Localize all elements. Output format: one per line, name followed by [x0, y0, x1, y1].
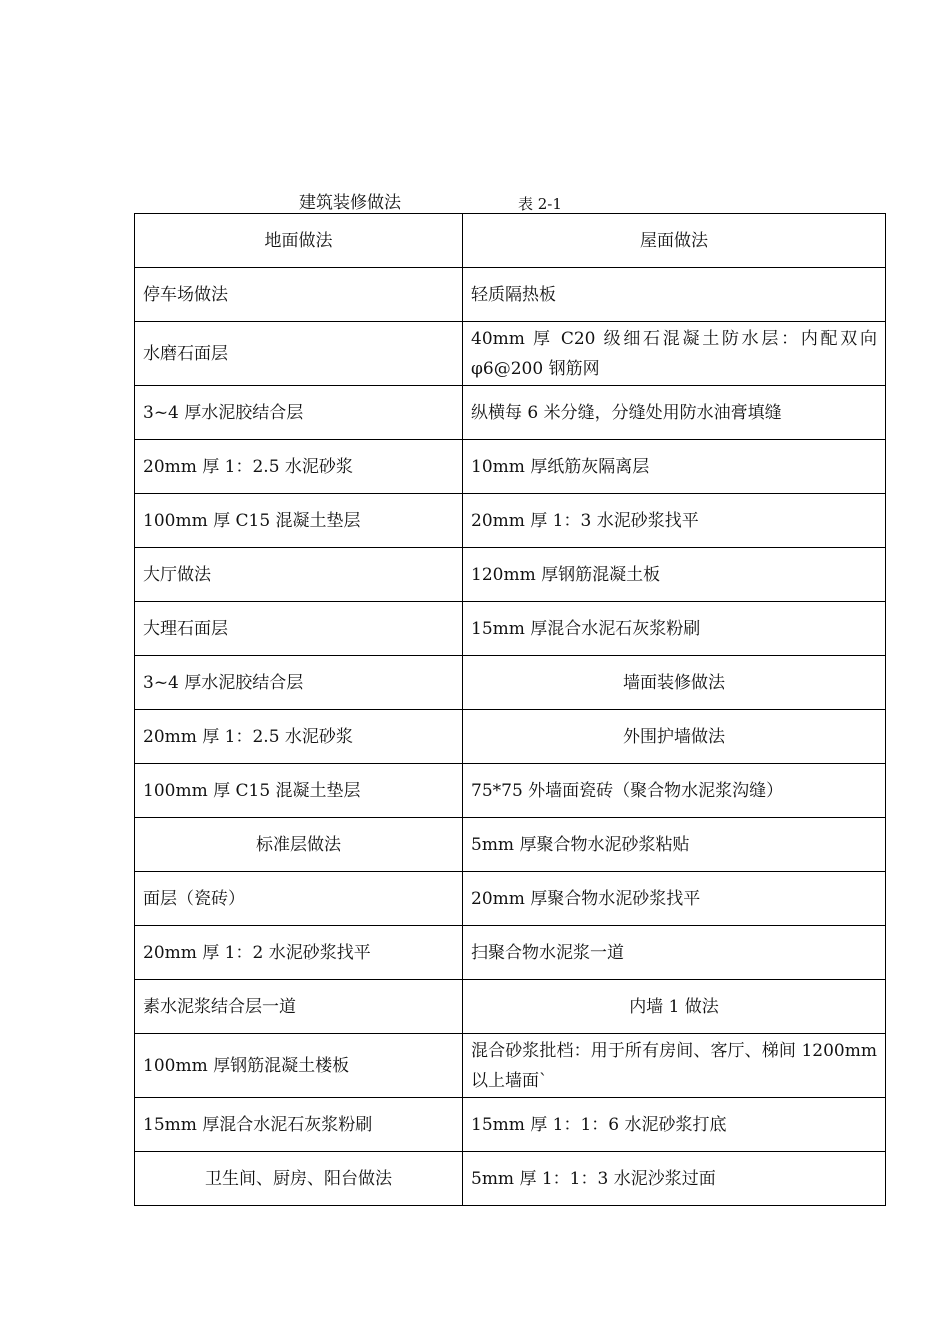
table-cell-right: 5mm 厚 1：1：3 水泥沙浆过面: [463, 1152, 886, 1206]
table-cell-right: 20mm 厚聚合物水泥砂浆找平: [463, 872, 886, 926]
table-cell-right: 5mm 厚聚合物水泥砂浆粘贴: [463, 818, 886, 872]
section-heading-bath-kitchen-balcony: 卫生间、厨房、阳台做法: [135, 1152, 463, 1206]
table-cell-right: 纵横每 6 米分缝，分缝处用防水油膏填缝: [463, 386, 886, 440]
table-cell-left: 素水泥浆结合层一道: [135, 980, 463, 1034]
table-row: [135, 386, 886, 440]
table-row: [135, 268, 886, 322]
table-row: [135, 980, 886, 1034]
header-roof-method: 屋面做法: [463, 214, 886, 268]
table-cell-right: 15mm 厚混合水泥石灰浆粉刷: [463, 602, 886, 656]
table-row: [135, 602, 886, 656]
table-cell-left: 停车场做法: [135, 268, 463, 322]
table-cell-left: 大理石面层: [135, 602, 463, 656]
table-cell-left: 15mm 厚混合水泥石灰浆粉刷: [135, 1098, 463, 1152]
table-row: [135, 440, 886, 494]
table-cell-left: 大厅做法: [135, 548, 463, 602]
table-cell-right: 75*75 外墙面瓷砖（聚合物水泥浆沟缝）: [463, 764, 886, 818]
table-row: [135, 872, 886, 926]
table-caption-number: 表 2-1: [518, 195, 562, 213]
table-header-row: [135, 214, 886, 268]
table-row: [135, 1098, 886, 1152]
section-heading-standard-floor: 标准层做法: [135, 818, 463, 872]
table-cell-left: 20mm 厚 1：2.5 水泥砂浆: [135, 440, 463, 494]
table-cell-left: 水磨石面层: [135, 322, 463, 386]
table-cell-left: 3~4 厚水泥胶结合层: [135, 656, 463, 710]
table-row: [135, 494, 886, 548]
table-cell-right: 40mm 厚 C20 级细石混凝土防水层：内配双向φ6@200 钢筋网: [463, 322, 886, 386]
table-cell-left: 面层（瓷砖）: [135, 872, 463, 926]
table-cell-right: 10mm 厚纸筋灰隔离层: [463, 440, 886, 494]
table-row: [135, 1152, 886, 1206]
table-cell-left: 20mm 厚 1：2 水泥砂浆找平: [135, 926, 463, 980]
table-cell-left: 100mm 厚 C15 混凝土垫层: [135, 494, 463, 548]
table-cell-right: 15mm 厚 1：1：6 水泥砂浆打底: [463, 1098, 886, 1152]
table-row: [135, 710, 886, 764]
table-cell-left: 100mm 厚 C15 混凝土垫层: [135, 764, 463, 818]
table-cell-right: 120mm 厚钢筋混凝土板: [463, 548, 886, 602]
table-cell-right: 20mm 厚 1：3 水泥砂浆找平: [463, 494, 886, 548]
table-row: [135, 1034, 886, 1098]
table-row: [135, 548, 886, 602]
table-row: [135, 818, 886, 872]
header-floor-method: 地面做法: [135, 214, 463, 268]
table-row: [135, 322, 886, 386]
section-heading-interior-wall: 内墙 1 做法: [463, 980, 886, 1034]
section-heading-wall-finish: 墙面装修做法: [463, 656, 886, 710]
table-row: [135, 926, 886, 980]
table-caption-title: 建筑装修做法: [299, 193, 401, 213]
decoration-spec-table: [134, 213, 886, 1206]
table-cell-left: 20mm 厚 1：2.5 水泥砂浆: [135, 710, 463, 764]
table-cell-right: 轻质隔热板: [463, 268, 886, 322]
table-cell-right: 混合砂浆批档：用于所有房间、客厅、梯间 1200mm 以上墙面`: [463, 1034, 886, 1098]
table-cell-left: 100mm 厚钢筋混凝土楼板: [135, 1034, 463, 1098]
table-cell-left: 3~4 厚水泥胶结合层: [135, 386, 463, 440]
table-row: [135, 764, 886, 818]
table-cell-right: 扫聚合物水泥浆一道: [463, 926, 886, 980]
table-row: [135, 656, 886, 710]
section-heading-exterior-wall: 外围护墙做法: [463, 710, 886, 764]
